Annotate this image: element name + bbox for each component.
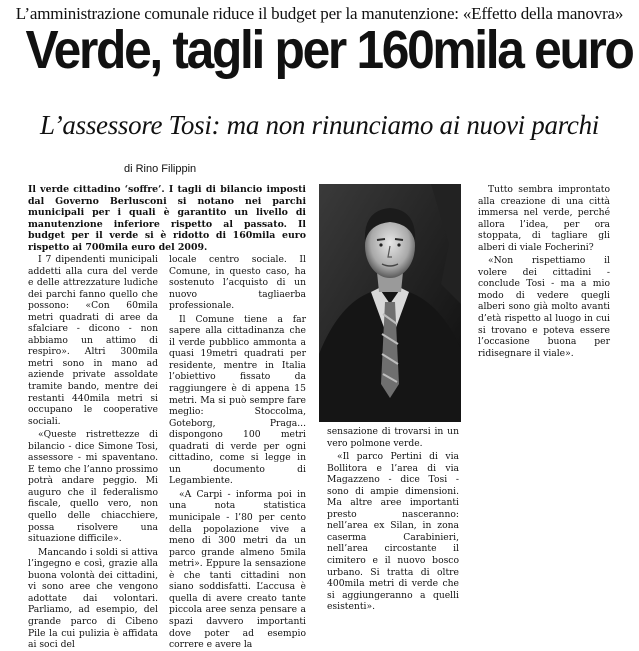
paragraph: Tutto sembra improntato alla creazione di una città immersa nel verde, perché allora l’idea, per ora stoppata, di tagliare gli alberi di viale Focherini? — [478, 184, 610, 253]
paragraph: «Queste ristrettezze di bilancio - dice Simone Tosi, assessore - mi spaventano. E temo che l’anno prossimo potrà andare peggio. Mi auguro che il federalismo fiscale, quello vero, non quello delle chiacchiere, possa risolvere una situazione difficile». — [28, 429, 158, 545]
article-column-1 — [28, 254, 158, 651]
subhead: L’assessore Tosi: ma non rinunciamo ai nuovi parchi — [40, 110, 599, 140]
paragraph: «Non rispettiamo il volere dei cittadini - conclude Tosi - ma a mio modo di vedere quegli alberi sono già molto avanti d’età rispetto al luogo in cui si trovano e poteva essere l’occasione buona per ridisegnare il viale». — [478, 255, 610, 359]
portrait-photo — [319, 184, 461, 422]
byline: di Rino Filippin — [124, 163, 197, 175]
paragraph: Il Comune tiene a far sapere alla cittadinanza che il verde pubblico ammonta a quasi 19metri quadrati per residente, mentre in Italia l’obiettivo fissato da raggiungere è di appena 15 metri. Ma si può sempre fare meglio: Stoccolma, Goteborg, Praga... dispongono 100 metri quadrati di verde per ogni cittadino, come si legge in un documento di Legambiente. — [169, 313, 306, 487]
paragraph: «Il parco Pertini di via Bollitora e l’area di via Magazzeno - dice Tosi - sono di ampie dimensioni. Ma altre aree importanti presto nasceranno: nell’area ex Silan, in zona caserma Carabinieri, nell’area circostante il cimitero e il nuovo bosco urbano. Si tratta di oltre 400mila metri di verde che si aggiungeranno a quelli esistenti». — [327, 451, 459, 613]
paragraph: sensazione di trovarsi in un vero polmone verde. — [327, 426, 459, 449]
paragraph: I 7 dipendenti municipali addetti alla cura del verde e delle attrezzature ludiche dei parchi fanno quello che possono: «Con 60mila metri quadrati di aree da sfalciare - dicono - non abbiamo un attimo di respiro». Altri 300mila metri sono in mano ad aziende private assoldate tramite bando, mentre dei restanti 440mila metri si occupano le cooperative sociali. — [28, 254, 158, 427]
paragraph: «A Carpi - informa poi in una nota statistica municipale - l’80 per cento della popolazione vive a meno di 300 metri da un parco grande almeno 5mila metri». Eppure la sensazione è che tanti cittadini non siano soddisfatti. L’accusa è quella di avere creato tante piccola aree senza pensare a spazi davvero importanti dove poter ad esempio correre e avere la — [169, 488, 306, 651]
headline: Verde, tagli per 160mila euro — [25, 20, 633, 80]
kicker: L’amministrazione comunale riduce il budget per la manutenzione: «Effetto della manovra» — [15, 4, 624, 23]
article-column-3 — [327, 426, 459, 613]
paragraph: locale centro sociale. Il Comune, in questo caso, ha sostenuto l’acquisto di un nuovo tagliaerba professionale. — [169, 254, 306, 312]
paragraph: Mancando i soldi si attiva l’ingegno e così, grazie alla buona volontà dei cittadini, vi sono aree che vengono adottate dai volontari. Parliamo, ad esempio, del grande parco di Cibeno Pile la cui pulizia è affidata ai soci del — [28, 546, 158, 651]
lead-paragraph: Il verde cittadino ‘soffre’. I tagli di bilancio imposti dal Governo Berlusconi si notano nei parchi municipali per i quali è garantito un livello di manutenzione inferiore rispetto al passato. Il budget per il verde si è ridotto di 160mila euro rispetto ai 700mila euro del 2009. — [28, 184, 306, 253]
article-column-2 — [169, 254, 306, 651]
article-column-4 — [478, 184, 610, 359]
